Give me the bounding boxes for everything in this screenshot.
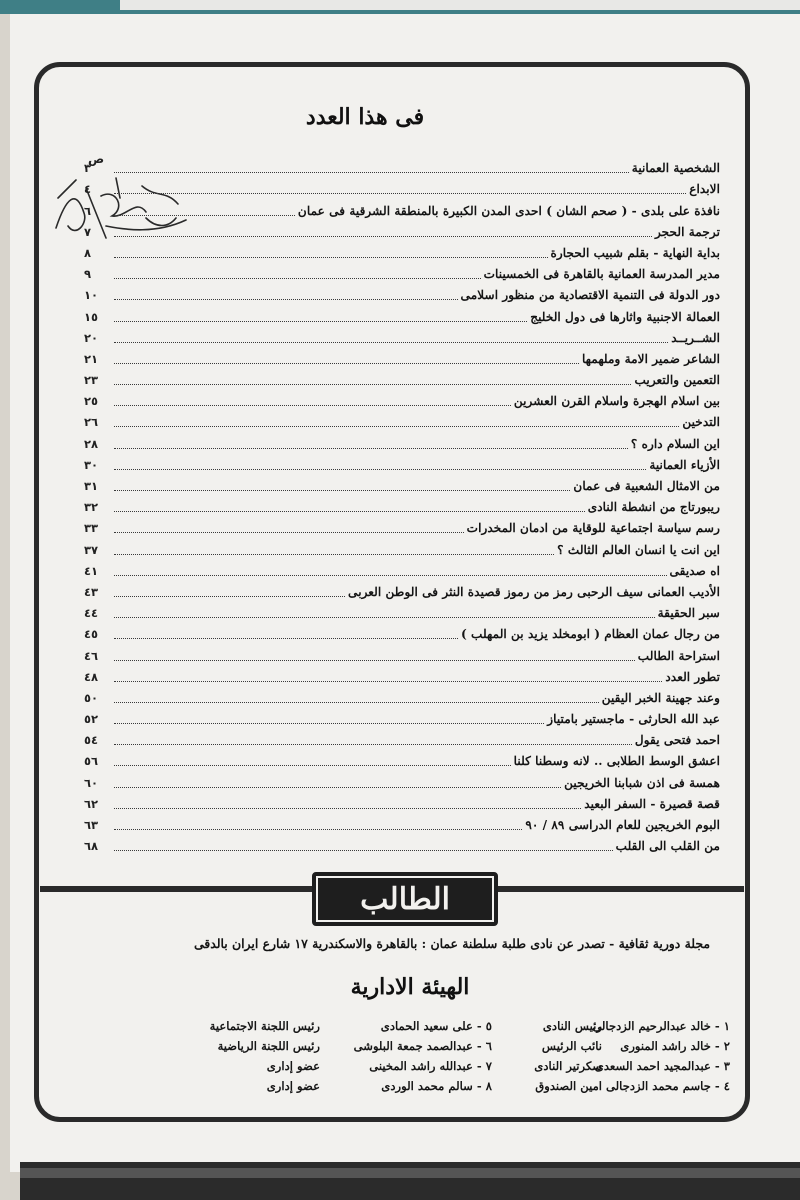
toc-entry xyxy=(84,791,720,812)
member-name: ٨ - سالم محمد الوردى xyxy=(381,1079,492,1093)
dot-leader xyxy=(114,786,561,788)
toc-entry xyxy=(84,240,720,261)
toc-entry-page: ٨ xyxy=(84,245,92,260)
toc-entry-title: مدير المدرسة العمانية بالقاهرة فى الخمسينات xyxy=(483,267,720,282)
toc-entry-page: ٥٦ xyxy=(84,754,99,769)
top-edge-paper xyxy=(120,0,800,10)
toc-entry-page: ٦٣ xyxy=(84,818,99,832)
dot-leader xyxy=(114,425,679,427)
member-role: عضو إدارى xyxy=(266,1059,320,1073)
toc-entry xyxy=(84,176,720,197)
board-row xyxy=(94,1056,730,1076)
toc-entry-page: ٣٣ xyxy=(84,521,99,536)
toc-entry xyxy=(84,579,720,600)
dot-leader xyxy=(114,192,686,194)
toc-entry-title: اين انت يا انسان العالم الثالث ؟ xyxy=(557,542,720,557)
toc-entry-title: استراحة الطالب xyxy=(637,648,720,663)
toc-entry xyxy=(84,494,720,515)
dot-leader xyxy=(114,277,481,279)
member-name: ٢ - خالد راشد المنورى xyxy=(620,1039,730,1053)
toc-entry-page: ١٠ xyxy=(84,288,99,303)
toc-title: فى هذا العدد xyxy=(305,104,425,130)
toc-entry-title: التدخين xyxy=(682,415,720,430)
dot-leader xyxy=(114,701,599,703)
toc-entry-page: ٥٢ xyxy=(84,712,99,727)
toc-entry-title: رسم سياسة اجتماعية للوقاية من ادمان المخدرات xyxy=(466,521,720,536)
toc-entry xyxy=(84,430,720,451)
dot-leader xyxy=(114,235,652,237)
toc-entry-page: ١٥ xyxy=(84,309,99,324)
dot-leader xyxy=(114,849,613,851)
toc-entry xyxy=(84,664,720,685)
toc-entry xyxy=(84,282,720,303)
dot-leader xyxy=(114,680,662,682)
toc-entry-page: ٤٥ xyxy=(84,627,99,642)
toc-entry-title: الأديب العمانى سيف الرحبى رمز من رموز قصيدة النثر فى الوطن العربى xyxy=(348,584,720,599)
toc-entry-title: بين اسلام الهجرة واسلام القرن العشرين xyxy=(513,394,720,409)
toc-entry-page: ٣٧ xyxy=(84,542,99,557)
toc-entry xyxy=(84,325,720,346)
toc-entry xyxy=(84,452,720,473)
member-name: ٦ - عبدالصمد جمعة البلوشى xyxy=(353,1039,492,1053)
toc-entry-title: دور الدولة فى التنمية الاقتصادية من منظور اسلامى xyxy=(460,288,720,303)
toc-entry-page: ٥٤ xyxy=(84,733,99,748)
toc-entry xyxy=(84,748,720,769)
toc-entry-title: همسة فى اذن شبابنا الخريجين xyxy=(564,775,720,790)
dot-leader xyxy=(114,468,646,470)
toc-entry-title: احمد فتحى يقول xyxy=(634,733,720,748)
toc-entry-page: ٢٦ xyxy=(84,415,99,430)
toc-entry-title: البوم الخريجين للعام الدراسى ٨٩ / ٩٠ xyxy=(525,818,720,832)
toc-entry-page: ٣٠ xyxy=(84,457,99,472)
board-row xyxy=(94,1036,730,1056)
toc-entry-title: ريبورتاج من انشطة النادى xyxy=(587,500,720,515)
toc-entry xyxy=(84,515,720,536)
toc-entry-page: ٦٢ xyxy=(84,796,99,811)
dot-leader xyxy=(114,828,522,830)
dot-leader xyxy=(114,214,295,216)
member-role: عضو إدارى xyxy=(266,1079,320,1093)
dot-leader xyxy=(114,489,570,491)
toc-entry xyxy=(84,388,720,409)
member-role: نائب الرئيس xyxy=(541,1039,602,1053)
member-role: سكرتير النادى xyxy=(534,1059,602,1073)
magazine-logo-text: الطالب xyxy=(316,876,494,922)
member-role: رئيس النادى xyxy=(542,1019,602,1033)
toc-entry xyxy=(84,346,720,367)
toc-entry-page: ٢٨ xyxy=(84,436,99,451)
page-column-label: ص xyxy=(88,152,105,166)
board-members-list xyxy=(94,1016,730,1096)
toc-entry-title: بداية النهاية - بقلم شبيب الحجارة xyxy=(550,245,720,260)
toc-entry xyxy=(84,409,720,430)
dot-leader xyxy=(114,574,667,576)
toc-entry-page: ٤٦ xyxy=(84,648,99,663)
toc-entry-page: ٤١ xyxy=(84,563,99,578)
dot-leader xyxy=(114,553,554,555)
toc-entry-page: ٣٢ xyxy=(84,500,99,515)
member-name: ٥ - على سعيد الحمادى xyxy=(380,1019,492,1033)
dot-leader xyxy=(114,298,458,300)
dot-leader xyxy=(114,510,585,512)
toc-entry-title: اه صديقى xyxy=(669,563,720,578)
toc-entry xyxy=(84,155,720,176)
magazine-tagline: مجلة دورية ثقافية - تصدر عن نادى طلبة سلطنة عمان : بالقاهرة والاسكندرية ١٧ شارع ايران بالدقى xyxy=(193,936,710,951)
toc-entry-title: قصة قصيرة - السفر البعيد xyxy=(584,796,720,811)
toc-entry-title: الشخصية العمانية xyxy=(631,161,720,176)
toc-entry xyxy=(84,197,720,218)
toc-entry-title: من الامثال الشعبية فى عمان xyxy=(573,479,720,493)
toc-entry-title: الأزياء العمانية xyxy=(649,457,720,472)
dot-leader xyxy=(114,637,458,639)
toc-entry-page: ٥٠ xyxy=(84,690,99,705)
dot-leader xyxy=(114,320,527,322)
toc-entry xyxy=(84,219,720,240)
toc-entry-title: نافذة على بلدى - ( صحم الشان ) احدى المدن الكبيرة بالمنطقة الشرقية فى عمان xyxy=(297,203,720,218)
toc-entry-page: ٦٨ xyxy=(84,839,99,854)
member-role: رئيس اللجنة الاجتماعية xyxy=(209,1019,320,1033)
toc-entry-title: العمالة الاجنبية واثارها فى دول الخليج xyxy=(530,309,720,324)
toc-entry-page: ٧ xyxy=(84,224,92,239)
board-title: الهيئة الادارية xyxy=(350,974,470,1000)
toc-entry xyxy=(84,642,720,663)
dot-leader xyxy=(114,447,628,449)
dot-leader xyxy=(114,341,668,343)
toc-entry xyxy=(84,685,720,706)
toc-entry-page: ٦ xyxy=(84,203,92,218)
toc-entry-page: ٣١ xyxy=(84,479,99,493)
table-of-contents xyxy=(84,155,720,854)
toc-entry xyxy=(84,367,720,388)
dot-leader xyxy=(114,764,511,766)
toc-entry-title: التعمين والتعريب xyxy=(634,373,720,388)
toc-entry xyxy=(84,769,720,790)
dot-leader xyxy=(114,595,345,597)
toc-entry xyxy=(84,536,720,557)
board-row xyxy=(94,1016,730,1036)
dot-leader xyxy=(114,531,464,533)
toc-entry-title: من رجال عمان العظام ( ابومخلد يزيد بن المهلب ) xyxy=(461,627,720,642)
member-name: ٧ - عبدالله راشد المخينى xyxy=(369,1059,492,1073)
dot-leader xyxy=(114,807,581,809)
dot-leader xyxy=(114,743,632,745)
toc-entry xyxy=(84,812,720,833)
toc-entry xyxy=(84,558,720,579)
dot-leader xyxy=(114,362,579,364)
toc-entry-title: اعشق الوسط الطلابى .. لانه وسطنا كلنا xyxy=(513,754,720,769)
toc-entry xyxy=(84,600,720,621)
toc-entry-title: الابداع xyxy=(689,182,720,197)
toc-entry-title: من القلب الى القلب xyxy=(615,839,720,854)
toc-entry xyxy=(84,727,720,748)
board-row xyxy=(94,1076,730,1096)
toc-entry xyxy=(84,261,720,282)
toc-entry-title: الشاعر ضمير الامة وملهمها xyxy=(581,351,720,366)
toc-entry-page: ٩ xyxy=(84,267,92,282)
toc-entry xyxy=(84,621,720,642)
toc-entry-page: ٢٥ xyxy=(84,394,99,409)
dot-leader xyxy=(114,256,548,258)
member-role: رئيس اللجنة الرياضية xyxy=(217,1039,320,1053)
toc-entry-page: ٤٨ xyxy=(84,669,99,684)
dot-leader xyxy=(114,404,511,406)
toc-entry xyxy=(84,706,720,727)
toc-entry-page: ٣ xyxy=(84,161,92,176)
magazine-logo xyxy=(312,872,498,926)
toc-entry-page: ٢٠ xyxy=(84,330,99,345)
dot-leader xyxy=(114,722,544,724)
toc-entry-title: الشــريــد xyxy=(671,330,720,345)
toc-entry-page: ٤٤ xyxy=(84,606,99,621)
toc-entry-page: ٢٣ xyxy=(84,373,99,388)
dot-leader xyxy=(114,171,629,173)
toc-entry-title: وعند جهينة الخبر اليقين xyxy=(601,690,720,705)
toc-entry xyxy=(84,303,720,324)
toc-entry-page: ٤ xyxy=(84,182,92,197)
dot-leader xyxy=(114,616,655,618)
toc-entry xyxy=(84,473,720,494)
bottom-edge-highlight xyxy=(20,1168,800,1178)
toc-entry-page: ٢١ xyxy=(84,351,99,366)
toc-entry-page: ٤٣ xyxy=(84,584,99,599)
toc-entry-title: ترجمة الحجر xyxy=(654,224,720,239)
toc-entry-title: سبر الحقيقة xyxy=(657,606,720,621)
dot-leader xyxy=(114,383,631,385)
toc-entry-title: عبد الله الحارثى - ماجستير بامتياز xyxy=(547,712,720,727)
toc-entry-title: تطور العدد xyxy=(665,669,720,684)
member-name: ٣ - عبدالمجيد احمد السعدى xyxy=(594,1059,730,1073)
member-role: امين الصندوق xyxy=(535,1079,602,1093)
member-name: ٤ - جاسم محمد الزدجالى xyxy=(605,1079,730,1093)
toc-entry xyxy=(84,833,720,854)
member-name: ١ - خالد عبدالرحيم الزدجالى xyxy=(592,1019,730,1033)
dot-leader xyxy=(114,659,635,661)
toc-entry-title: اين السلام داره ؟ xyxy=(630,436,720,451)
toc-entry-page: ٦٠ xyxy=(84,775,99,790)
